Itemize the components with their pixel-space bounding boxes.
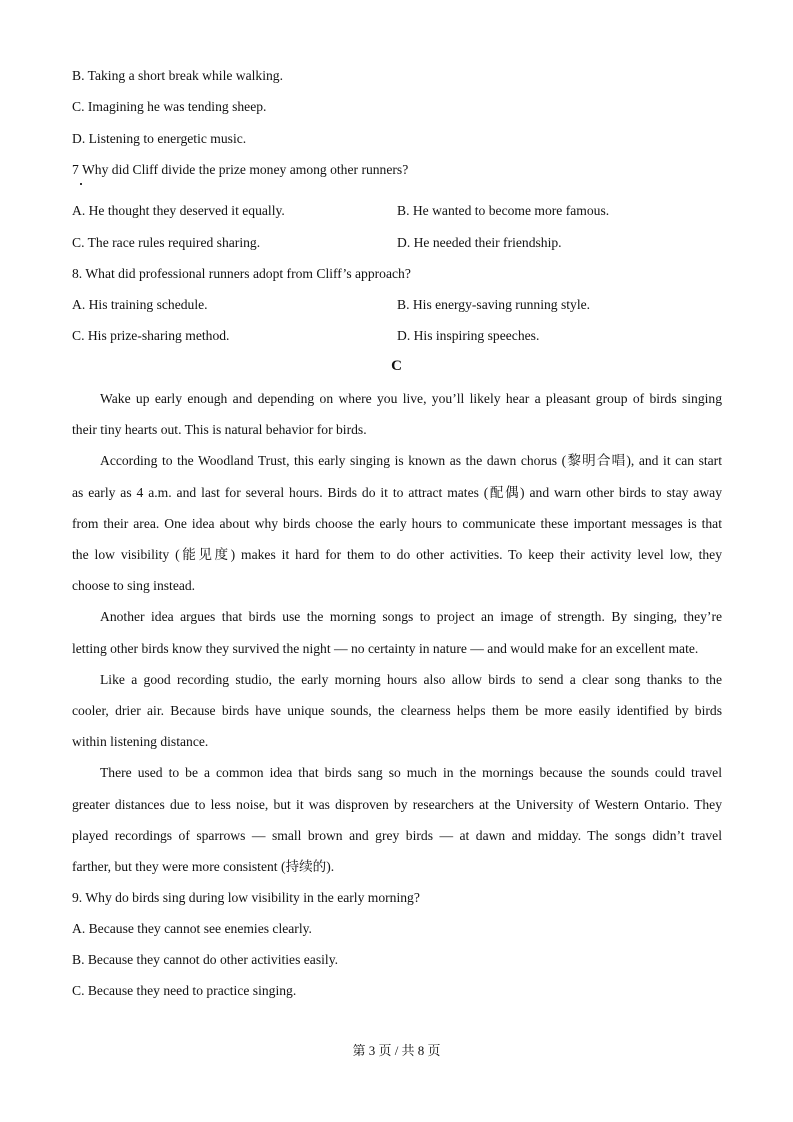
paragraph-line: Like a good recording studio, the early morning hours also allow birds to send a clear song thanks to the: [100, 671, 722, 687]
question-7: 7 Why did Cliff divide the prize money among other runners?: [72, 162, 409, 177]
paragraph-line: There used to be a common idea that birds sang so much in the mornings because the sounds could travel: [100, 765, 722, 781]
paragraph-line: Wake up early enough and depending on where you live, you’ll likely hear a pleasant group of birds singing: [100, 391, 722, 406]
answer-option: D. Listening to energetic music.: [72, 131, 247, 146]
section-heading: C: [391, 358, 402, 374]
paragraph-line: choose to sing instead.: [72, 578, 196, 594]
paragraph-line: from their area. One idea about why birds choose the early hours to communicate these important messages is that: [72, 515, 722, 531]
option-8b: B. His energy-saving running style.: [397, 297, 591, 312]
option-7a: A. He thought they deserved it equally.: [72, 203, 285, 218]
paragraph-line: letting other birds know they survived the night — no certainty in nature — and would make for an excellent mate.: [72, 640, 699, 656]
paragraph-line: greater distances due to less noise, but it was disproven by researchers at the University of Western Ontario. They: [72, 796, 722, 812]
stray-mark: [80, 183, 82, 185]
paragraph-line: within listening distance.: [72, 734, 209, 750]
paragraph-line: the low visibility (能见度) makes it hard for them to do other activities. To keep their activity level low, they: [72, 547, 722, 562]
question-8: 8. What did professional runners adopt from Cliff’s approach?: [72, 266, 411, 281]
paragraph-line: cooler, drier air. Because birds have unique sounds, the clearness helps them be more easily identified by birds: [72, 703, 722, 718]
option-7d: D. He needed their friendship.: [397, 235, 562, 250]
paragraph-line: According to the Woodland Trust, this early singing is known as the dawn chorus (黎明合唱), and it can start: [100, 453, 722, 469]
option-8a: A. His training schedule.: [72, 297, 208, 312]
option-9: C. Because they need to practice singing.: [72, 983, 297, 998]
page-footer: 第 3 页 / 共 8 页: [352, 1043, 441, 1058]
answer-option: B. Taking a short break while walking.: [72, 68, 283, 83]
paragraph-line: Another idea argues that birds use the morning songs to project an image of strength. By singing, they’re: [100, 609, 722, 625]
option-7c: C. The race rules required sharing.: [72, 235, 261, 250]
option-9: B. Because they cannot do other activities easily.: [72, 952, 339, 967]
option-7b: B. He wanted to become more famous.: [397, 203, 610, 218]
option-9: A. Because they cannot see enemies clearly.: [72, 921, 312, 936]
paragraph-line: farther, but they were more consistent (持续的).: [72, 859, 335, 874]
paragraph-line: played recordings of sparrows — small brown and grey birds — at dawn and midday. The songs didn’t travel: [72, 827, 722, 843]
option-8c: C. His prize-sharing method.: [72, 328, 230, 343]
question-9: 9. Why do birds sing during low visibility in the early morning?: [72, 890, 420, 905]
option-8d: D. His inspiring speeches.: [397, 328, 540, 343]
paragraph-line: their tiny hearts out. This is natural behavior for birds.: [72, 422, 367, 438]
paragraph-line: as early as 4 a.m. and last for several hours. Birds do it to attract mates (配偶) and warn other birds to stay away: [72, 484, 722, 500]
answer-option: C. Imagining he was tending sheep.: [72, 99, 267, 114]
